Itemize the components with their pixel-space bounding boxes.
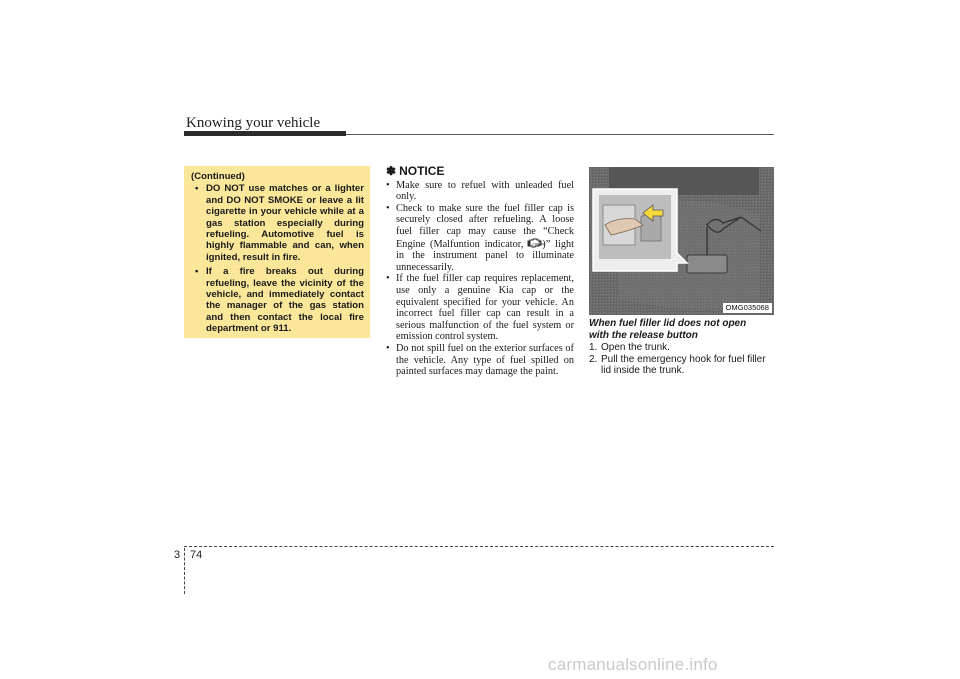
notice-heading-label: NOTICE [399, 164, 445, 178]
warning-list [191, 183, 364, 334]
footer-divider [184, 548, 185, 594]
notice-item: • Make sure to refuel with unleaded fuel only. [386, 180, 574, 203]
footer-rule [184, 546, 774, 547]
check-engine-icon [528, 238, 546, 248]
notice-item-text: Check to make sure the fuel filler cap is securely closed after refueling. A loose fuel filler cap may cause the “Check Engine (Malfuntion indicator, [396, 202, 574, 250]
notice-item: • If the fuel filler cap requires replacement, use only a genuine Kia cap or the equivalent specified for your vehicle. An incorrect fuel filler cap can result in a serious malfunction of the fuel system or emission control system. [386, 273, 574, 343]
header-accent-bar [184, 131, 346, 136]
release-section [589, 318, 775, 377]
warning-item: • DO NOT use matches or a lighter and DO NOT SMOKE or leave a lit cigarette in your vehicle while at a gas station especially during refueling. Automotive fuel is highly flammable and can, when ignited, result in fire. [191, 183, 364, 263]
notice-item [386, 203, 574, 274]
notice-list [386, 180, 574, 378]
step-number: 1. [589, 342, 598, 354]
page-number: 74 [190, 549, 203, 561]
step-number: 2. [589, 353, 598, 365]
site-watermark: carmanualsonline.info [548, 655, 718, 674]
header-rule [346, 134, 774, 135]
notice-item-text: )” light in the instrument panel to illuminate unnecessarily. [396, 238, 574, 273]
release-step [589, 342, 775, 354]
svg-text:CHECK: CHECK [532, 242, 546, 247]
trunk-emergency-hook-figure [589, 167, 774, 315]
trunk-photo-illustration [589, 167, 774, 315]
step-text: Pull the emergency hook for fuel filler lid inside the trunk. [601, 353, 766, 377]
figure-code-label: OMG035068 [723, 303, 772, 313]
warning-item: • If a fire breaks out during refueling, leave the vicinity of the vehicle, and immediately contact the manager of the gas station and then contact the local fire department or 911. [191, 266, 364, 334]
chapter-number: 3 [174, 549, 181, 561]
release-heading: When fuel filler lid does not open with the release button [589, 318, 747, 341]
warning-box [184, 166, 370, 338]
warning-continued: (Continued) [191, 171, 245, 182]
release-step [589, 354, 775, 377]
notice-item: • Do not spill fuel on the exterior surfaces of the vehicle. Any type of fuel spilled on painted surfaces may damage the paint. [386, 343, 574, 378]
step-text: Open the trunk. [601, 342, 670, 354]
page-header-title: Knowing your vehicle [186, 115, 321, 131]
notice-star-icon: ✽ [386, 164, 397, 178]
release-steps [589, 342, 775, 377]
notice-section [386, 166, 574, 378]
notice-heading [386, 166, 574, 178]
